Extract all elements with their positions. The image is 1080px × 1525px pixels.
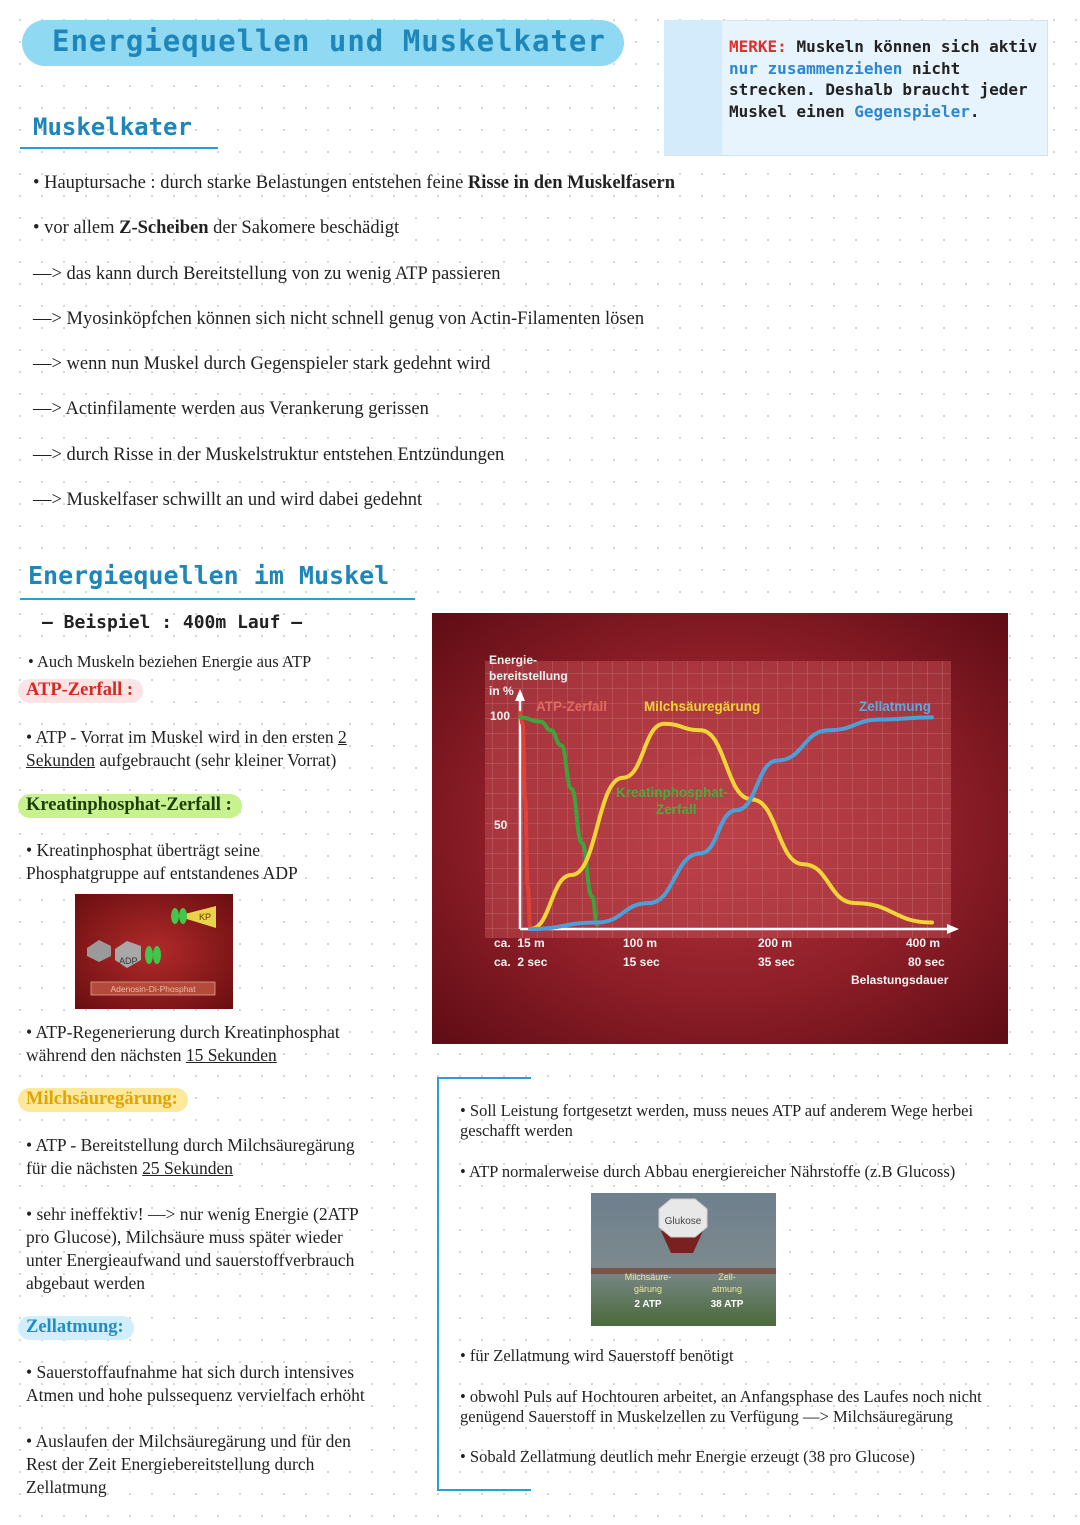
merke-text (729, 36, 1045, 122)
energie-underline (20, 598, 415, 600)
label-atp-zerfall: ATP-Zerfall (536, 699, 608, 714)
right-text-1: • Soll Leistung fortgesetzt werden, muss neues ATP auf anderem Wege herbei geschafft werden (460, 1101, 974, 1140)
milchsaeure-label-2: gärung (633, 1284, 663, 1294)
zellatmung-atp: 38 ATP (710, 1299, 744, 1310)
label-kreatinphosphat-2: Zerfall (656, 802, 697, 817)
merke-label: MERKE: (729, 37, 787, 56)
x-tick-400m: 400 m (906, 936, 941, 950)
kreatinphosphat-heading: Kreatinphosphat-Zerfall : (18, 794, 242, 818)
right-text-3: • für Zellatmung wird Sauerstoff benötigt (460, 1346, 734, 1365)
adp-label: ADP (119, 956, 138, 966)
label-zellatmung: Zellatmung (859, 699, 932, 714)
muskelkater-bullet-2: • vor allem Z-Scheiben der Sakomere beschädigt (33, 218, 400, 238)
adp-caption: Adenosin-Di-Phosphat (110, 984, 196, 994)
merke-mid: nicht strecken. Deshalb braucht jeder Muskel einen (729, 58, 1028, 121)
zellatmung-label-2: atmung (711, 1284, 743, 1294)
y-label-line-1: Energie- (489, 653, 538, 667)
merke-sidebar (664, 20, 722, 155)
arrow-line-1: —> das kann durch Bereitstellung von zu wenig ATP passieren (33, 264, 501, 284)
glukose-illustration (591, 1193, 776, 1326)
label-milchsaeuregaerung: Milchsäuregärung (644, 699, 761, 714)
x-tick-100m: 100 m (623, 936, 658, 950)
merke-zus: zusammenziehen (767, 58, 903, 78)
milchsaeure-atp: 2 ATP (634, 1299, 662, 1310)
kreatinphosphat-text: • Kreatinphosphat überträgt seine Phosphatgruppe auf entstandenes ADP (26, 840, 298, 883)
x-tick-80sec: 80 sec (908, 955, 945, 969)
muskelkater-heading: Muskelkater (33, 113, 192, 141)
muskelkater-underline (20, 147, 218, 149)
merke-gegenspieler: Gegenspieler (854, 101, 970, 121)
arrow-line-6: —> Muskelfaser schwillt an und wird dabei gedehnt (33, 490, 423, 510)
x-tick-15m: ca. 15 m (494, 936, 545, 950)
muskelkater-bullet-1: • Hauptursache : durch starke Belastungen entstehen feine Risse in den Muskelfasern (33, 173, 676, 193)
y-label-line-3: in % (489, 684, 514, 698)
merke-pre: Muskeln können sich aktiv (796, 37, 1038, 56)
milchsaeure-text: • ATP - Bereitstellung durch Milchsäuregärung für die nächsten 25 Sekunden (26, 1135, 355, 1178)
zellatmung-text: • Sauerstoffaufnahme hat sich durch intensives Atmen und hohe pulssequenz vervielfach erhöht (26, 1362, 365, 1405)
beispiel-label: — Beispiel : 400m Lauf — (42, 612, 303, 633)
kreatinphosphat-illustration (75, 894, 233, 1009)
x-tick-2sec: ca. 2 sec (494, 955, 548, 969)
right-text-4: • obwohl Puls auf Hochtouren arbeitet, an Anfangsphase des Laufes noch nicht genügend Sauerstoff in Muskelzellen zu Verfügung —> Milchsäuregärung (460, 1387, 982, 1426)
glukose-label: Glukose (664, 1216, 702, 1227)
page-title: Energiequellen und Muskelkater (52, 24, 606, 58)
x-axis-arrow (947, 924, 959, 934)
x-tick-200m: 200 m (758, 936, 793, 950)
arrow-line-5: —> durch Risse in der Muskelstruktur entstehen Entzündungen (33, 445, 505, 465)
y-tick-100: 100 (490, 709, 511, 723)
energy-chart (432, 613, 1008, 1044)
atp-zerfall-heading: ATP-Zerfall : (18, 679, 143, 703)
x-axis-label: Belastungsdauer (851, 973, 949, 987)
right-text-2: • ATP normalerweise durch Abbau energiereicher Nährstoffe (z.B Glucoss) (460, 1162, 956, 1181)
y-label-line-2: bereitstellung (489, 669, 568, 683)
arrow-line-2: —> Myosinköpfchen können sich nicht schnell genug von Actin-Filamenten lösen (33, 309, 645, 329)
milchsaeure-ineffektiv: • sehr ineffektiv! —> nur wenig Energie (2ATP pro Glucose), Milchsäure muss später wieder unter Energieaufwand und sauerstoffverbrauch abgebaut werden (26, 1204, 359, 1293)
kp-label: KP (199, 912, 212, 922)
label-kreatinphosphat-1: Kreatinphosphat- (616, 785, 728, 800)
merke-nur: nur (729, 58, 758, 78)
zellatmung-label-1: Zell- (718, 1272, 736, 1282)
atp-regenerierung-text: • ATP-Regenerierung durch Kreatinphosphat während den nächsten 15 Sekunden (26, 1022, 340, 1065)
arrow-line-3: —> wenn nun Muskel durch Gegenspieler stark gedehnt wird (33, 354, 491, 374)
zellatmung-heading: Zellatmung: (18, 1316, 134, 1340)
energie-heading: Energiequellen im Muskel (28, 561, 390, 590)
x-tick-35sec: 35 sec (758, 955, 795, 969)
y-tick-50: 50 (494, 818, 508, 832)
x-tick-15sec: 15 sec (623, 955, 660, 969)
merke-end: . (969, 101, 980, 121)
milchsaeure-label-1: Milchsäure- (624, 1272, 672, 1282)
intro-text: • Auch Muskeln beziehen Energie aus ATP (28, 652, 312, 671)
arrow-line-4: —> Actinfilamente werden aus Verankerung gerissen (33, 399, 429, 419)
atp-zerfall-text: • ATP - Vorrat im Muskel wird in den ersten 2 Sekunden aufgebraucht (sehr kleiner Vorrat) (26, 727, 347, 770)
zellatmung-auslaufen: • Auslaufen der Milchsäuregärung und für den Rest der Zeit Energiebereitstellung durch Zellatmung (26, 1431, 351, 1497)
milchsaeure-heading: Milchsäuregärung: (18, 1088, 188, 1112)
right-text-5: • Sobald Zellatmung deutlich mehr Energie erzeugt (38 pro Glucose) (460, 1447, 915, 1466)
